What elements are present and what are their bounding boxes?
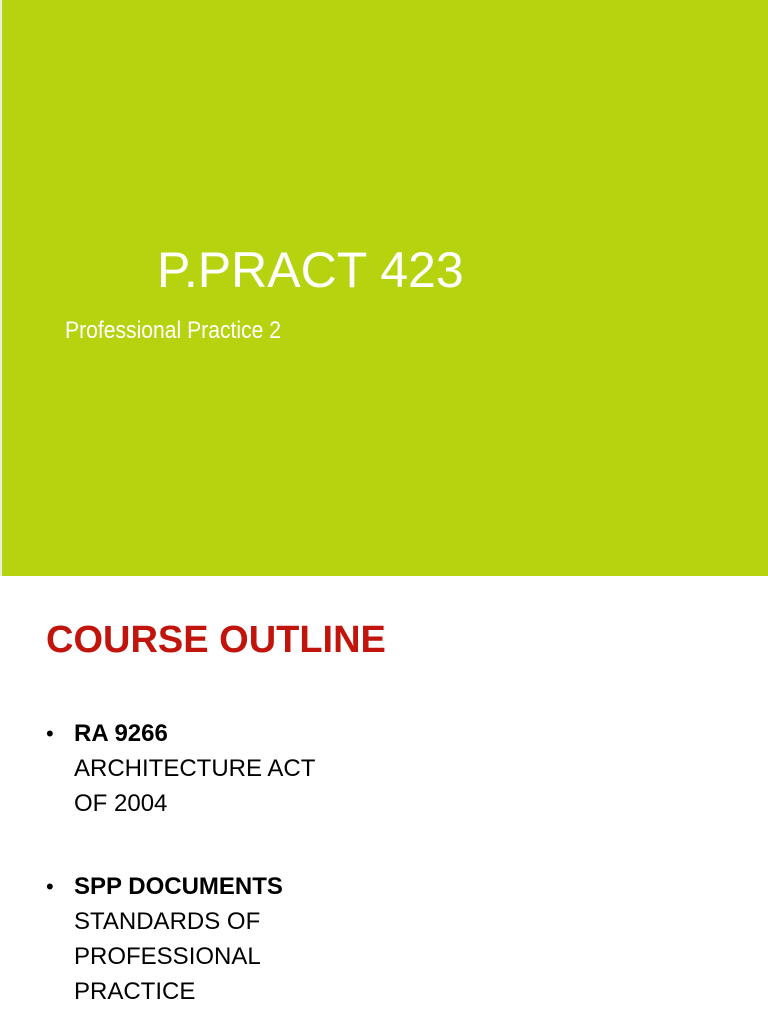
outline-item-line: ARCHITECTURE ACT: [74, 755, 316, 782]
outline-item-description: [74, 751, 315, 821]
bullet-icon: •: [46, 874, 54, 899]
outline-item-line: OF 2004: [74, 790, 168, 817]
outline-slide: [0, 576, 768, 1024]
outline-item-title: RA 9266: [74, 720, 168, 747]
slide-title: P.PRACT 423: [157, 242, 464, 298]
outline-item-line: STANDARDS OF: [74, 908, 261, 935]
outline-heading: COURSE OUTLINE: [46, 619, 386, 661]
bullet-icon: •: [46, 721, 54, 746]
outline-item-line: PROFESSIONAL: [74, 943, 261, 970]
outline-item-description: [74, 904, 261, 1009]
outline-item-line: PRACTICE: [74, 978, 196, 1005]
slide-subtitle: Professional Practice 2: [65, 317, 281, 344]
outline-item-title: SPP DOCUMENTS: [74, 873, 283, 900]
slide-edge: [0, 0, 2, 576]
